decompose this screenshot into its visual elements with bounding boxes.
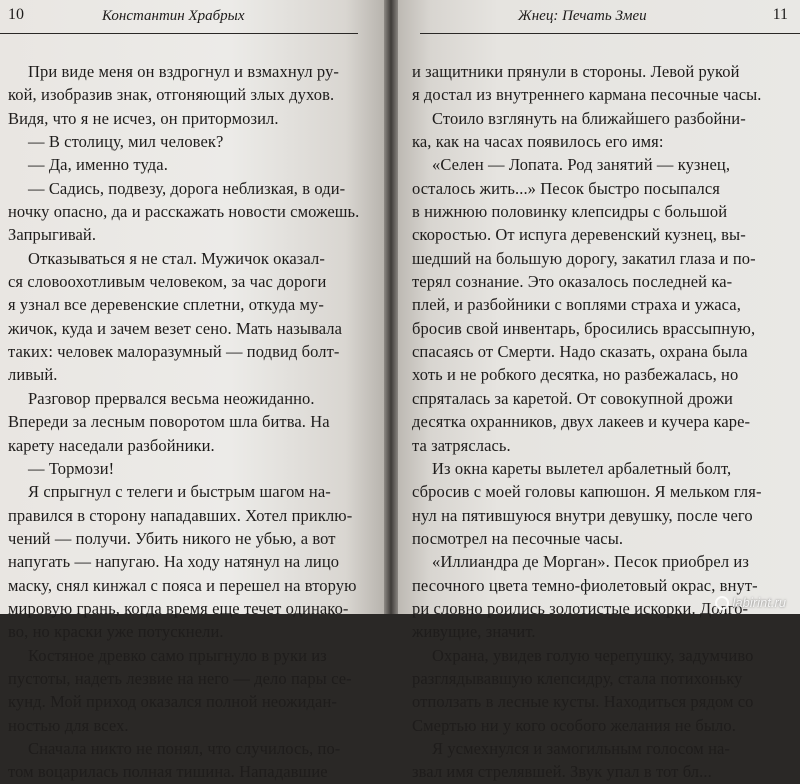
text-line: — Да, именно туда. (28, 155, 168, 175)
text-line: Разговор прервался весьма неожиданно. (28, 388, 315, 408)
text-line: Я усмехнулся и замогильным голосом на- (432, 738, 731, 758)
text-line: и защитники прянули в стороны. Левой рукой (412, 62, 740, 81)
text-line: ливый. (8, 365, 58, 385)
text-line: — Садись, подвезу, дорога неблизкая, в оди- (28, 178, 346, 198)
text-line: кунд. Мой приход оказался полной неожидан- (8, 692, 337, 712)
text-line: Стоило взглянуть на ближайшего разбойни- (432, 108, 746, 128)
watermark (715, 595, 786, 610)
page-number: 10 (8, 6, 24, 23)
text-line: хоть и не робкого десятка, но разбежалась, но (412, 365, 739, 385)
text-line: Смертью ни у кого особого желания не было. (412, 715, 736, 735)
text-line: та затряслась. (412, 435, 511, 455)
text-line: ка, как на часах появилось его имя: (412, 132, 664, 152)
text-line: Отказываться я не стал. Мужичок оказал- (28, 248, 325, 268)
text-line: Видя, что я не исчез, он притормозил. (8, 108, 279, 128)
text-line: правился в сторону нападавших. Хотел приклю- (8, 505, 353, 525)
text-line: таких: человек малоразумный — подвид болт- (8, 342, 340, 362)
right-page (398, 0, 800, 782)
text-line: Сначала никто не понял, что случилось, по- (28, 738, 341, 758)
text-line: бросив свой инвентарь, бросились врассыпную, (412, 318, 756, 338)
text-line: кой, изобразив знак, отгоняющий злых духов. (8, 85, 335, 105)
text-line: маску, снял кинжал с пояса и перешел на вторую (8, 575, 357, 595)
text-line: звал имя стрелявшей. Звук упал в тот бл... (412, 762, 712, 782)
text-line: в нижнюю половинку клепсидры с большой (412, 202, 728, 222)
text-line: — Тормози! (28, 458, 115, 478)
text-line: Охрана, увидев голую черепушку, задумчиво (432, 645, 754, 665)
text-line: сбросив с моей головы капюшон. Я мельком гля- (412, 482, 762, 502)
text-line: Из окна кареты вылетел арбалетный болт, (432, 458, 732, 478)
book-gutter (384, 0, 398, 614)
page-number: 11 (772, 6, 788, 23)
text-line: «Иллиандра де Морган». Песок приобрел из (432, 552, 749, 572)
text-line: пустоты, надеть лезвие на него — дело пары се- (8, 668, 352, 688)
text-line: нул на пятившуюся внутри девушку, после чего (412, 505, 753, 525)
text-line: осталось жить...» Песок быстро посыпался (412, 178, 721, 198)
text-line: ночку опасно, да и расскажать новости сможешь. (8, 202, 360, 222)
text-line: «Селен — Лопата. Род занятий — кузнец, (432, 155, 731, 175)
header-rule (0, 33, 358, 34)
page-text (412, 60, 762, 784)
text-line: чений — получи. Убить никого не убью, а вот (8, 528, 336, 548)
text-line: песочного цвета темно-фиолетовый окрас, внут- (412, 575, 758, 595)
text-line: плей, и разбойники с воплями страха и ужаса, (412, 295, 741, 315)
text-line: — В столицу, мил человек? (28, 132, 224, 152)
page-text (8, 60, 359, 784)
text-line: жичок, куда и зачем везет сено. Мать называла (8, 318, 343, 338)
text-line: шедший на большую дорогу, закатил глаза и по- (412, 248, 756, 268)
text-line: десятка охранников, двух лакеев и кучера каре- (412, 412, 751, 432)
text-line: разглядывавшую клепсидру, стала потихоньку (412, 668, 743, 688)
text-line: Запрыгивай. (8, 225, 97, 245)
text-line: том воцарилась полная тишина. Нападавшие (8, 762, 328, 782)
watermark-text: labirint.ru (732, 595, 786, 610)
text-line: карету наседали разбойники. (8, 435, 215, 455)
text-line: скоростью. От испуга деревенский кузнец, вы- (412, 225, 746, 245)
text-line: ри словно роились золотистые искорки. Долго- (412, 598, 749, 618)
text-line: посмотрел на песочные часы. (412, 528, 624, 548)
labirint-logo-icon (715, 596, 729, 610)
text-line: Костяное древко само прыгнуло в руки из (28, 645, 327, 665)
text-line: Впереди за лесным поворотом шла битва. На (8, 412, 330, 432)
text-line: терял сознание. Это оказалось последней ка- (412, 272, 733, 292)
text-line: живущие, значит. (412, 622, 536, 642)
left-page (0, 0, 384, 782)
text-line: напугать — напугаю. На ходу натянул на лицо (8, 552, 340, 572)
text-line: я узнал все деревенские сплетни, откуда му- (8, 295, 324, 315)
header-rule (420, 33, 800, 34)
text-line: мировую грань, когда время еще течет одинако- (8, 598, 349, 618)
text-line: спряталась за каретой. От совокупной дрожи (412, 388, 733, 408)
text-line: ностью для всех. (8, 715, 129, 735)
text-line: При виде меня он вздрогнул и взмахнул ру- (28, 62, 340, 81)
text-line: отползать в лесные кусты. Находиться рядом со (412, 692, 754, 712)
text-line: спасаясь от Смерти. Надо сказать, охрана была (412, 342, 748, 362)
running-head: Константин Храбрых (102, 8, 245, 24)
running-head: Жнец: Печать Змеи (518, 8, 647, 24)
text-line: Я спрыгнул с телеги и быстрым шагом на- (28, 482, 331, 502)
text-line: я достал из внутреннего кармана песочные часы. (412, 85, 762, 105)
text-line: ся словоохотливым человеком, за час дороги (8, 272, 327, 292)
text-line: во, но краски уже потускнели. (8, 622, 224, 642)
